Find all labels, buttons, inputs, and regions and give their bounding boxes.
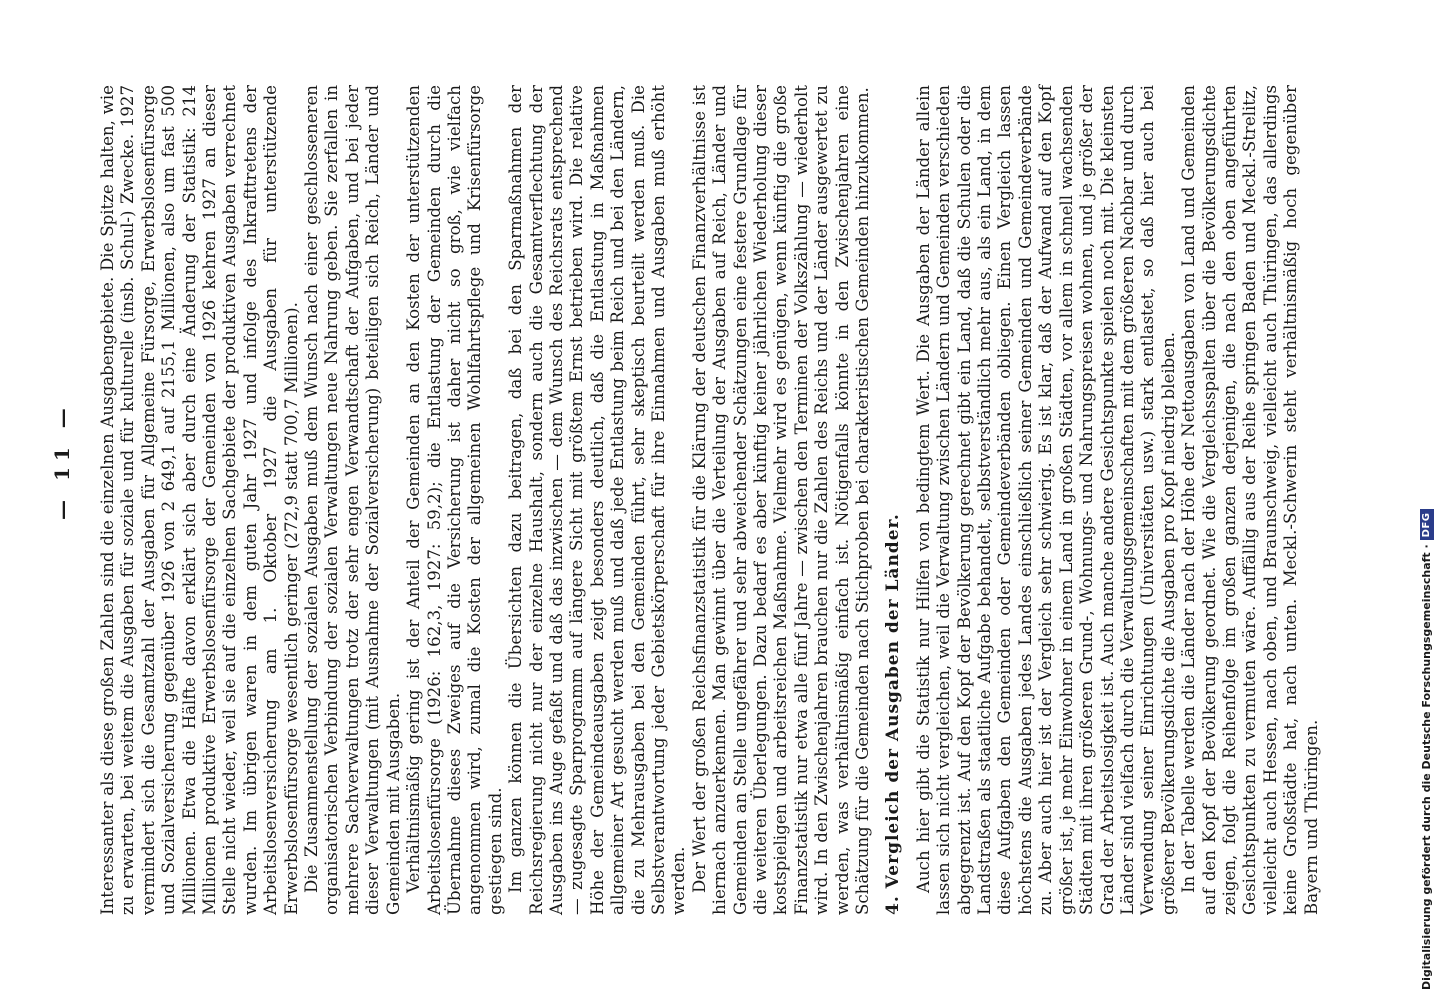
paragraph: Auch hier gibt die Statistik nur Hilfen von bedingtem Wert. Die Ausgaben der Länder allein lassen sich nicht vergleichen, weil die Verwaltung zwischen Ländern und Gemeinden verschieden abgegrenzt ist. Auf den Kopf der Bevölkerung gerechnet gibt ein Land, daß die Schulen oder die Landstraßen als staatliche Aufgabe behandelt, selbstverständlich mehr aus, als ein Land, in dem diese Aufgaben den Gemeinden oder Gemeindeverbänden obliegen. Einen Vergleich lassen höchstens die Ausgaben jedes Landes einschließlich seiner Gemeinden und Gemeindeverbände zu. Aber auch hier ist der Vergleich sehr schwierig. Es ist klar, daß der Aufwand auf den Kopf größer ist, je mehr Einwohner in einem Land in großen Städten, vor allem in schnell wachsenden Städten mit ihren größeren Grund-, Wohnungs- und Nahrungspreisen wohnen, und je größer der Grad der Arbeitslosigkeit ist. Auch manche andere Gesichtspunkte spielen noch mit. Die kleinsten Länder sind vielfach durch die Verwaltungsgemeinschaften mit dem größeren Nachbar und durch Verwendung seiner Einrichtungen (Universitäten usw.) stark entlastet, so daß hier auch bei größerer Bevölkerungsdichte die Ausgaben pro Kopf niedrig bleiben. — [913, 85, 1178, 915]
page-number: — 11 — — [50, 402, 74, 520]
dfg-logo: DFG — [1420, 509, 1434, 540]
page-body — [98, 85, 1358, 915]
paragraph: Der Wert der großen Reichsfinanzstatistik für die Klärung der deutschen Finanzverhältnisse ist hiernach anzuerkennen. Man gewinnt über die Verteilung der Ausgaben auf Reich, Länder und Gemeinden an Stelle ungefährer und sehr abweichender Schätzungen eine festere Grundlage für die weiteren Überlegungen. Dazu bedarf es aber künftig keiner jährlichen Wiederholung dieser kostspieligen und arbeitsreichen Maßnahme. Vielmehr wird es genügen, wenn künftig die große Finanzstatistik nur etwa alle fünf Jahre — zwischen den Terminen der Volkszählung — wiederholt wird. In den Zwischenjahren brauchen nur die Zahlen des Reichs und der Länder ausgewertet zu werden, was verhältnismäßig einfach ist. Nötigenfalls könnte in den Zwischenjahren eine Schätzung für die Gemeinden nach Stichproben bei charakteristischen Gemeinden hinzukommen. — [689, 85, 873, 915]
digitization-footer — [1418, 5, 1434, 990]
footer-text: Digitalisierung gefördert durch die Deutsche Forschungsgemeinschaft · — [1420, 544, 1433, 990]
paragraph: Interessanter als diese großen Zahlen sind die einzelnen Ausgabengebiete. Die Spitze halten, wie zu erwarten, bei weitem die Ausgaben für soziale und für kulturelle (insb. Schul-) Zwecke. 1927 vermindert sich die Gesamtzahl der Ausgaben für Allgemeine Fürsorge, Erwerbslosenfürsorge und Sozialversicherung gegenüber 1926 von 2 649,1 auf 2155,1 Millionen, also um fast 500 Millionen. Etwa die Hälfte davon erklärt sich aber durch eine Änderung der Statistik: 214 Millionen produktive Erwerbslosenfürsorge der Gemeinden von 1926 kehren 1927 an dieser Stelle nicht wieder, weil sie auf die einzelnen Sachgebiete der produktiven Ausgaben verrechnet wurden. Im übrigen waren in dem guten Jahr 1927 und infolge des Inkrafttretens der Arbeitslosenversicherung am 1. Oktober 1927 die Ausgaben für unterstützende Erwerbslosenfürsorge wesentlich geringer (272,9 statt 700,7 Millionen). — [98, 85, 301, 915]
paragraph: Im ganzen können die Übersichten dazu beitragen, daß bei den Sparmaßnahmen der Reichsregierung nicht nur der einzelne Haushalt, sondern auch die Gesamtverflechtung der Ausgaben ins Auge gefaßt und daß das inzwischen — dem Wunsch des Reichsrats entsprechend — zugesagte Sparprogramm auf längere Sicht mit größtem Ernst betrieben wird. Die relative Höhe der Gemeindeausgaben zeigt besonders deutlich, daß die Entlastung in Maßnahmen allgemeiner Art gesucht werden muß und daß jede Entlastung beim Reich und bei den Ländern, die zu Mehrausgaben bei den Gemeinden führt, sehr skeptisch beurteilt werden muß. Die Selbstverantwortung jeder Gebietskörperschaft für ihre Einnahmen und Ausgaben muß erhöht werden. — [506, 85, 689, 915]
paragraph: Verhältnismäßig gering ist der Anteil der Gemeinden an den Kosten der unterstützenden Arbeitslosenfürsorge (1926: 162,3, 1927: 59,2); die Entlastung der Gemeinden durch die Übernahme dieses Zweiges auf die Versicherung ist daher nicht so groß, wie vielfach angenommen wird, zumal die Kosten der allgemeinen Wohlfahrtspflege und Krisenfürsorge gestiegen sind. — [404, 85, 505, 915]
paragraph: Die Zusammenstellung der sozialen Ausgaben muß dem Wunsch nach einer geschlosseneren organisatorischen Verbindung der sozialen Verwaltungen neue Nahrung geben. Sie zerfallen in mehrere Sachverwaltungen trotz der sehr engen Verwandtschaft der Aufgaben, und bei jeder dieser Verwaltungen (mit Ausnahme der Sozialversicherung) beteiligen sich Reich, Länder und Gemeinden mit Ausgaben. — [302, 85, 403, 915]
paragraph: In der Tabelle werden die Länder nach der Höhe der Nettoausgaben von Land und Gemeinden auf den Kopf der Bevölkerung geordnet. Wie die Vergleichsspalten über die Bevölkerungsdichte zeigen, folgt die Reihenfolge im großen ganzen derjenigen, die nach den oben angeführten Gesichtspunkten zu vermuten wäre. Auffällig aus der Reihe springen Baden und Meckl.-Strelitz, vielleicht auch Hessen, nach oben, und Braunschweig, vielleicht auch Thüringen, das allerdings keine Großstädte hat, nach unten. Meckl.-Schwerin steht verhältnismäßig hoch gegenüber Bayern und Thüringen. — [1179, 85, 1321, 915]
section-heading: 4. Vergleich der Ausgaben der Länder. — [883, 513, 904, 915]
